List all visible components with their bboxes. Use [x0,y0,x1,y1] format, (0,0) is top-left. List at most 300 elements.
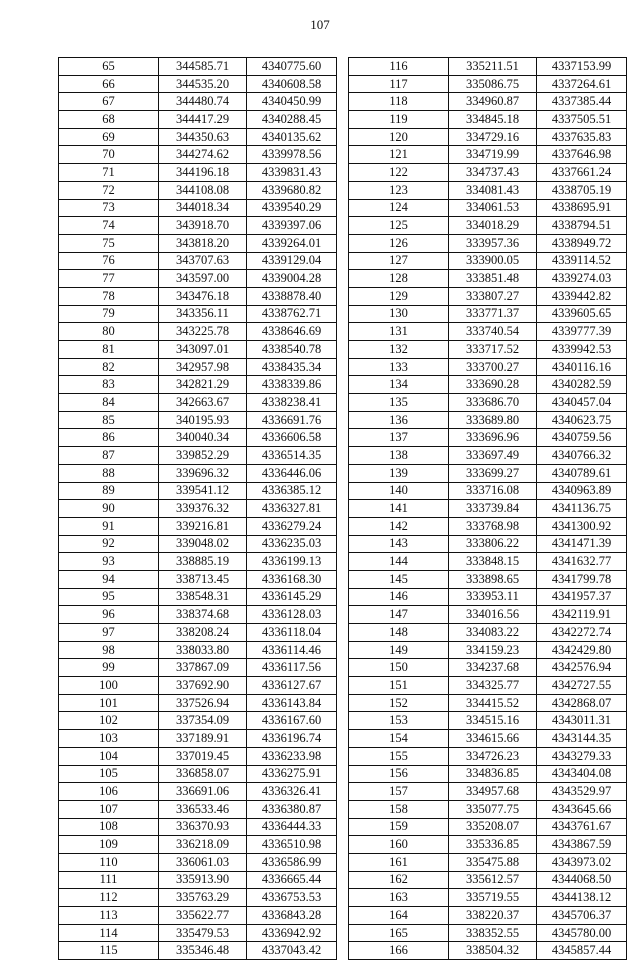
point-number-cell: 131 [349,323,449,341]
table-row [349,553,627,571]
point-number-cell: 72 [59,181,159,199]
table-row [349,58,627,76]
table-row [59,376,337,394]
point-number-cell: 90 [59,500,159,518]
x-coordinate-cell: 334083.22 [449,624,537,642]
point-number-cell: 91 [59,517,159,535]
y-coordinate-cell: 4336127.67 [247,677,337,695]
table-row [349,217,627,235]
table-row [349,800,627,818]
table-row [59,287,337,305]
y-coordinate-cell: 4341632.77 [537,553,627,571]
x-coordinate-cell: 333740.54 [449,323,537,341]
x-coordinate-cell: 334159.23 [449,641,537,659]
x-coordinate-cell: 335612.57 [449,871,537,889]
x-coordinate-cell: 339216.81 [159,517,247,535]
y-coordinate-cell: 4344138.12 [537,889,627,907]
y-coordinate-cell: 4340766.32 [537,447,627,465]
point-number-cell: 151 [349,677,449,695]
y-coordinate-cell: 4338762.71 [247,305,337,323]
y-coordinate-cell: 4336444.33 [247,818,337,836]
x-coordinate-cell: 336370.93 [159,818,247,836]
y-coordinate-cell: 4340759.56 [537,429,627,447]
y-coordinate-cell: 4336275.91 [247,765,337,783]
y-coordinate-cell: 4345780.00 [537,924,627,942]
y-coordinate-cell: 4338540.78 [247,341,337,359]
x-coordinate-cell: 336218.09 [159,836,247,854]
y-coordinate-cell: 4343645.66 [537,800,627,818]
point-number-cell: 101 [59,694,159,712]
x-coordinate-cell: 333848.15 [449,553,537,571]
x-coordinate-cell: 333806.22 [449,535,537,553]
x-coordinate-cell: 337692.90 [159,677,247,695]
table-row [59,677,337,695]
point-number-cell: 138 [349,447,449,465]
y-coordinate-cell: 4336128.03 [247,606,337,624]
table-row [349,376,627,394]
y-coordinate-cell: 4336235.03 [247,535,337,553]
x-coordinate-cell: 334726.23 [449,747,537,765]
x-coordinate-cell: 343476.18 [159,287,247,305]
y-coordinate-cell: 4340135.62 [247,128,337,146]
table-row [59,429,337,447]
table-row [59,889,337,907]
table-row [59,588,337,606]
y-coordinate-cell: 4336118.04 [247,624,337,642]
table-row [349,836,627,854]
table-row [59,93,337,111]
x-coordinate-cell: 334018.29 [449,217,537,235]
y-coordinate-cell: 4339442.82 [537,287,627,305]
y-coordinate-cell: 4340963.89 [537,482,627,500]
x-coordinate-cell: 335208.07 [449,818,537,836]
x-coordinate-cell: 333771.37 [449,305,537,323]
x-coordinate-cell: 333739.84 [449,500,537,518]
x-coordinate-cell: 344535.20 [159,75,247,93]
y-coordinate-cell: 4336843.28 [247,907,337,925]
table-row [349,871,627,889]
x-coordinate-cell: 333697.49 [449,447,537,465]
point-number-cell: 136 [349,411,449,429]
point-number-cell: 122 [349,164,449,182]
y-coordinate-cell: 4336942.92 [247,924,337,942]
y-coordinate-cell: 4337385.44 [537,93,627,111]
y-coordinate-cell: 4337505.51 [537,111,627,129]
y-coordinate-cell: 4339942.53 [537,341,627,359]
x-coordinate-cell: 343097.01 [159,341,247,359]
x-coordinate-cell: 338504.32 [449,942,537,960]
x-coordinate-cell: 342821.29 [159,376,247,394]
point-number-cell: 150 [349,659,449,677]
point-number-cell: 109 [59,836,159,854]
x-coordinate-cell: 344108.08 [159,181,247,199]
table-row [349,111,627,129]
point-number-cell: 148 [349,624,449,642]
x-coordinate-cell: 336858.07 [159,765,247,783]
table-row [59,942,337,960]
point-number-cell: 83 [59,376,159,394]
y-coordinate-cell: 4336233.98 [247,747,337,765]
table-row [59,464,337,482]
x-coordinate-cell: 337189.91 [159,730,247,748]
y-coordinate-cell: 4341471.39 [537,535,627,553]
x-coordinate-cell: 337354.09 [159,712,247,730]
y-coordinate-cell: 4338705.19 [537,181,627,199]
y-coordinate-cell: 4339274.03 [537,270,627,288]
point-number-cell: 75 [59,234,159,252]
point-number-cell: 114 [59,924,159,942]
table-row [349,358,627,376]
point-number-cell: 116 [349,58,449,76]
table-row [59,907,337,925]
point-number-cell: 159 [349,818,449,836]
point-number-cell: 126 [349,234,449,252]
table-row [59,818,337,836]
point-number-cell: 85 [59,411,159,429]
x-coordinate-cell: 338220.37 [449,907,537,925]
y-coordinate-cell: 4342119.91 [537,606,627,624]
table-row [59,924,337,942]
x-coordinate-cell: 334719.99 [449,146,537,164]
table-row [349,765,627,783]
table-row [349,641,627,659]
x-coordinate-cell: 340195.93 [159,411,247,429]
x-coordinate-cell: 336533.46 [159,800,247,818]
table-row [349,234,627,252]
table-row [349,853,627,871]
point-number-cell: 69 [59,128,159,146]
point-number-cell: 98 [59,641,159,659]
y-coordinate-cell: 4339129.04 [247,252,337,270]
table-row [59,765,337,783]
table-row [349,429,627,447]
x-coordinate-cell: 336061.03 [159,853,247,871]
point-number-cell: 146 [349,588,449,606]
point-number-cell: 162 [349,871,449,889]
table-row [59,181,337,199]
point-number-cell: 144 [349,553,449,571]
y-coordinate-cell: 4340282.59 [537,376,627,394]
table-row [59,341,337,359]
point-number-cell: 65 [59,58,159,76]
y-coordinate-cell: 4336385.12 [247,482,337,500]
point-number-cell: 74 [59,217,159,235]
y-coordinate-cell: 4342272.74 [537,624,627,642]
point-number-cell: 66 [59,75,159,93]
point-number-cell: 104 [59,747,159,765]
table-row [59,411,337,429]
point-number-cell: 71 [59,164,159,182]
table-row [349,394,627,412]
y-coordinate-cell: 4338646.69 [247,323,337,341]
point-number-cell: 129 [349,287,449,305]
table-row [349,942,627,960]
table-row [59,217,337,235]
y-coordinate-cell: 4336753.53 [247,889,337,907]
x-coordinate-cell: 342663.67 [159,394,247,412]
x-coordinate-cell: 335475.88 [449,853,537,871]
x-coordinate-cell: 338033.80 [159,641,247,659]
x-coordinate-cell: 343707.63 [159,252,247,270]
x-coordinate-cell: 337526.94 [159,694,247,712]
table-row [349,818,627,836]
y-coordinate-cell: 4343529.97 [537,783,627,801]
table-row [349,146,627,164]
table-row [349,482,627,500]
x-coordinate-cell: 335479.53 [159,924,247,942]
table-row [59,394,337,412]
table-row [349,323,627,341]
y-coordinate-cell: 4342576.94 [537,659,627,677]
x-coordinate-cell: 338352.55 [449,924,537,942]
x-coordinate-cell: 344274.62 [159,146,247,164]
point-number-cell: 158 [349,800,449,818]
table-row [59,128,337,146]
table-row [349,270,627,288]
table-row [349,889,627,907]
y-coordinate-cell: 4343761.67 [537,818,627,836]
y-coordinate-cell: 4338339.86 [247,376,337,394]
table-row [349,659,627,677]
x-coordinate-cell: 338374.68 [159,606,247,624]
table-row [59,517,337,535]
table-row [349,447,627,465]
point-number-cell: 160 [349,836,449,854]
point-number-cell: 153 [349,712,449,730]
point-number-cell: 120 [349,128,449,146]
y-coordinate-cell: 4337635.83 [537,128,627,146]
table-row [349,694,627,712]
x-coordinate-cell: 344196.18 [159,164,247,182]
table-row [59,323,337,341]
point-number-cell: 84 [59,394,159,412]
point-number-cell: 94 [59,570,159,588]
table-row [59,270,337,288]
x-coordinate-cell: 337867.09 [159,659,247,677]
x-coordinate-cell: 339541.12 [159,482,247,500]
x-coordinate-cell: 343597.00 [159,270,247,288]
point-number-cell: 133 [349,358,449,376]
table-row [349,730,627,748]
x-coordinate-cell: 338713.45 [159,570,247,588]
table-row [349,199,627,217]
y-coordinate-cell: 4342727.55 [537,677,627,695]
point-number-cell: 127 [349,252,449,270]
y-coordinate-cell: 4336514.35 [247,447,337,465]
x-coordinate-cell: 343225.78 [159,323,247,341]
x-coordinate-cell: 335336.85 [449,836,537,854]
point-number-cell: 80 [59,323,159,341]
table-row [59,234,337,252]
point-number-cell: 70 [59,146,159,164]
y-coordinate-cell: 4336586.99 [247,853,337,871]
x-coordinate-cell: 333768.98 [449,517,537,535]
point-number-cell: 124 [349,199,449,217]
point-number-cell: 86 [59,429,159,447]
y-coordinate-cell: 4340789.61 [537,464,627,482]
x-coordinate-cell: 344350.63 [159,128,247,146]
y-coordinate-cell: 4337043.42 [247,942,337,960]
y-coordinate-cell: 4339004.28 [247,270,337,288]
y-coordinate-cell: 4339397.06 [247,217,337,235]
point-number-cell: 100 [59,677,159,695]
table-row [59,305,337,323]
y-coordinate-cell: 4343867.59 [537,836,627,854]
table-row [349,783,627,801]
table-row [59,482,337,500]
x-coordinate-cell: 336691.06 [159,783,247,801]
point-number-cell: 145 [349,570,449,588]
point-number-cell: 139 [349,464,449,482]
x-coordinate-cell: 340040.34 [159,429,247,447]
table-row [59,111,337,129]
table-row [349,128,627,146]
y-coordinate-cell: 4336114.46 [247,641,337,659]
table-row [349,712,627,730]
x-coordinate-cell: 335913.90 [159,871,247,889]
point-number-cell: 149 [349,641,449,659]
table-row [59,358,337,376]
point-number-cell: 77 [59,270,159,288]
table-row [59,164,337,182]
point-number-cell: 137 [349,429,449,447]
point-number-cell: 103 [59,730,159,748]
x-coordinate-cell: 339696.32 [159,464,247,482]
point-number-cell: 161 [349,853,449,871]
table-row [349,75,627,93]
x-coordinate-cell: 343356.11 [159,305,247,323]
y-coordinate-cell: 4338695.91 [537,199,627,217]
x-coordinate-cell: 338548.31 [159,588,247,606]
x-coordinate-cell: 334515.16 [449,712,537,730]
table-row [349,464,627,482]
y-coordinate-cell: 4345706.37 [537,907,627,925]
point-number-cell: 92 [59,535,159,553]
y-coordinate-cell: 4342429.80 [537,641,627,659]
point-number-cell: 73 [59,199,159,217]
table-row [59,730,337,748]
table-row [349,535,627,553]
table-row [59,553,337,571]
y-coordinate-cell: 4336117.56 [247,659,337,677]
x-coordinate-cell: 334845.18 [449,111,537,129]
table-row [349,341,627,359]
x-coordinate-cell: 335719.55 [449,889,537,907]
y-coordinate-cell: 4339605.65 [537,305,627,323]
table-row [349,907,627,925]
point-number-cell: 119 [349,111,449,129]
point-number-cell: 108 [59,818,159,836]
table-row [59,535,337,553]
y-coordinate-cell: 4336143.84 [247,694,337,712]
point-number-cell: 105 [59,765,159,783]
point-number-cell: 97 [59,624,159,642]
point-number-cell: 107 [59,800,159,818]
point-number-cell: 82 [59,358,159,376]
y-coordinate-cell: 4341136.75 [537,500,627,518]
table-row [349,252,627,270]
table-row [59,853,337,871]
table-row [59,58,337,76]
table-row [59,694,337,712]
y-coordinate-cell: 4345857.44 [537,942,627,960]
table-row [59,570,337,588]
y-coordinate-cell: 4340116.16 [537,358,627,376]
point-number-cell: 111 [59,871,159,889]
table-row [59,783,337,801]
y-coordinate-cell: 4338949.72 [537,234,627,252]
point-number-cell: 132 [349,341,449,359]
point-number-cell: 99 [59,659,159,677]
x-coordinate-cell: 333700.27 [449,358,537,376]
table-row [349,624,627,642]
point-number-cell: 112 [59,889,159,907]
point-number-cell: 147 [349,606,449,624]
point-number-cell: 68 [59,111,159,129]
x-coordinate-cell: 334415.52 [449,694,537,712]
point-number-cell: 163 [349,889,449,907]
y-coordinate-cell: 4337661.24 [537,164,627,182]
x-coordinate-cell: 334615.66 [449,730,537,748]
table-row [59,747,337,765]
table-row [59,624,337,642]
x-coordinate-cell: 344585.71 [159,58,247,76]
y-coordinate-cell: 4339540.29 [247,199,337,217]
y-coordinate-cell: 4344068.50 [537,871,627,889]
y-coordinate-cell: 4339680.82 [247,181,337,199]
x-coordinate-cell: 334960.87 [449,93,537,111]
point-number-cell: 155 [349,747,449,765]
x-coordinate-cell: 344480.74 [159,93,247,111]
table-row [349,677,627,695]
point-number-cell: 166 [349,942,449,960]
x-coordinate-cell: 335077.75 [449,800,537,818]
x-coordinate-cell: 343918.70 [159,217,247,235]
point-number-cell: 78 [59,287,159,305]
x-coordinate-cell: 338208.24 [159,624,247,642]
y-coordinate-cell: 4342868.07 [537,694,627,712]
table-row [59,800,337,818]
y-coordinate-cell: 4336606.58 [247,429,337,447]
x-coordinate-cell: 335346.48 [159,942,247,960]
x-coordinate-cell: 334836.85 [449,765,537,783]
x-coordinate-cell: 334325.77 [449,677,537,695]
table-row [349,517,627,535]
table-row [59,712,337,730]
table-row [59,199,337,217]
table-row [349,164,627,182]
x-coordinate-cell: 334016.56 [449,606,537,624]
x-coordinate-cell: 335086.75 [449,75,537,93]
y-coordinate-cell: 4338878.40 [247,287,337,305]
y-coordinate-cell: 4338238.41 [247,394,337,412]
point-number-cell: 89 [59,482,159,500]
table-row [59,606,337,624]
point-number-cell: 165 [349,924,449,942]
x-coordinate-cell: 333957.36 [449,234,537,252]
point-number-cell: 95 [59,588,159,606]
y-coordinate-cell: 4340623.75 [537,411,627,429]
point-number-cell: 79 [59,305,159,323]
point-number-cell: 142 [349,517,449,535]
point-number-cell: 156 [349,765,449,783]
y-coordinate-cell: 4339831.43 [247,164,337,182]
table-row [59,836,337,854]
x-coordinate-cell: 333717.52 [449,341,537,359]
y-coordinate-cell: 4341957.37 [537,588,627,606]
table-row [349,500,627,518]
table-row [349,93,627,111]
